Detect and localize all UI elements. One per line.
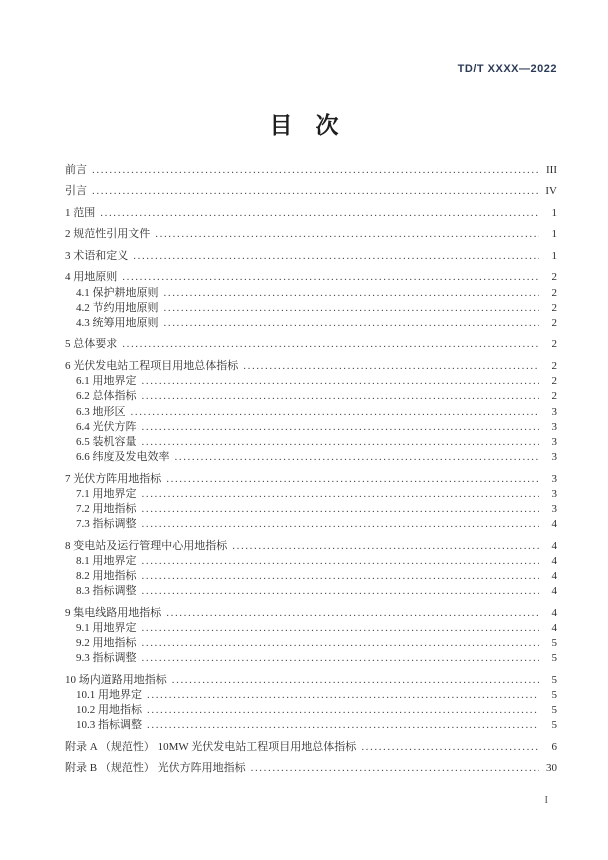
toc-dot-leader	[131, 405, 540, 420]
toc-dot-leader	[133, 249, 539, 264]
toc-dot-leader	[122, 270, 539, 285]
toc-entry-label: 4.1 保护耕地原则	[76, 286, 159, 299]
toc-dot-leader	[164, 316, 540, 331]
toc-entry-label: 9.1 用地界定	[76, 621, 137, 634]
toc-dot-leader	[142, 636, 540, 651]
toc-entry	[65, 740, 557, 755]
toc-entry	[65, 389, 557, 404]
toc-dot-leader	[142, 420, 540, 435]
toc-entry-page: 2	[551, 390, 557, 403]
toc-dot-leader	[361, 740, 539, 755]
toc-entry-page: 4	[551, 585, 557, 598]
toc-entry-page: 3	[551, 420, 557, 433]
toc-dot-leader	[122, 337, 539, 352]
toc-entry-label: 附录 B （规范性） 光伏方阵用地指标	[65, 762, 246, 775]
toc-entry-page: 3	[551, 451, 557, 464]
toc-dot-leader	[142, 651, 540, 666]
toc-entry	[65, 718, 557, 733]
toc-dot-leader	[243, 359, 539, 374]
toc-dot-leader	[142, 374, 540, 389]
toc-entry-label: 8.2 用地指标	[76, 569, 137, 582]
toc-entry	[65, 517, 557, 532]
toc-dot-leader	[92, 184, 539, 199]
toc-entry	[65, 688, 557, 703]
toc-entry-page: 1	[551, 228, 557, 241]
toc-entry-page: 4	[551, 554, 557, 567]
toc-entry	[65, 450, 557, 465]
toc-list	[65, 163, 557, 776]
toc-entry-page: 4	[551, 518, 557, 531]
toc-entry-page: 5	[551, 719, 557, 732]
toc-entry	[65, 435, 557, 450]
toc-entry-page: 3	[551, 487, 557, 500]
toc-entry-label: 8.3 指标调整	[76, 585, 137, 598]
toc-dot-leader	[175, 450, 540, 465]
toc-entry-label: 附录 A （规范性） 10MW 光伏发电站工程项目用地总体指标	[65, 740, 357, 753]
toc-entry-page: 30	[546, 762, 557, 775]
toc-dot-leader	[142, 487, 540, 502]
toc-entry-label: 7 光伏方阵用地指标	[65, 472, 162, 485]
toc-entry-label: 4.2 节约用地原则	[76, 301, 159, 314]
toc-entry-label: 10.1 用地界定	[76, 688, 142, 701]
toc-dot-leader	[142, 584, 540, 599]
toc-entry	[65, 539, 557, 554]
toc-entry-label: 6.2 总体指标	[76, 390, 137, 403]
page-number: I	[544, 795, 548, 806]
toc-entry-page: 3	[551, 472, 557, 485]
toc-dot-leader	[166, 606, 539, 621]
toc-entry-page: 2	[551, 375, 557, 388]
toc-entry-page: 2	[551, 271, 557, 284]
toc-entry	[65, 487, 557, 502]
toc-title: 目 次	[269, 112, 339, 138]
toc-dot-leader	[142, 621, 540, 636]
toc-entry-page: 4	[551, 606, 557, 619]
toc-dot-leader	[142, 435, 540, 450]
toc-dot-leader	[164, 301, 540, 316]
toc-dot-leader	[172, 673, 539, 688]
toc-entry	[65, 554, 557, 569]
toc-entry-page: 4	[551, 569, 557, 582]
toc-dot-leader	[142, 554, 540, 569]
toc-dot-leader	[166, 472, 539, 487]
toc-entry-label: 3 术语和定义	[65, 249, 129, 262]
toc-entry	[65, 227, 557, 242]
toc-entry-label: 6.4 光伏方阵	[76, 420, 137, 433]
toc-entry-page: 5	[551, 688, 557, 701]
toc-entry-label: 4 用地原则	[65, 271, 118, 284]
toc-entry-label: 6 光伏发电站工程项目用地总体指标	[65, 359, 239, 372]
toc-entry-page: 4	[551, 621, 557, 634]
toc-entry	[65, 270, 557, 285]
toc-entry-page: 5	[551, 652, 557, 665]
toc-dot-leader	[147, 718, 539, 733]
toc-entry	[65, 472, 557, 487]
toc-entry	[65, 569, 557, 584]
toc-entry-page: 4	[551, 539, 557, 552]
toc-dot-leader	[147, 688, 539, 703]
toc-entry-label: 引言	[65, 185, 87, 198]
toc-entry-label: 9 集电线路用地指标	[65, 606, 162, 619]
toc-dot-leader	[92, 163, 539, 178]
toc-entry-label: 7.3 指标调整	[76, 518, 137, 531]
toc-entry	[65, 301, 557, 316]
toc-dot-leader	[155, 227, 539, 242]
toc-entry-label: 6.1 用地界定	[76, 375, 137, 388]
toc-entry-page: 5	[551, 704, 557, 717]
toc-entry	[65, 636, 557, 651]
toc-entry-label: 6.5 装机容量	[76, 435, 137, 448]
toc-entry-label: 4.3 统筹用地原则	[76, 316, 159, 329]
toc-entry	[65, 606, 557, 621]
toc-entry-label: 前言	[65, 164, 87, 176]
toc-entry-label: 6.6 纬度及发电效率	[76, 451, 170, 464]
toc-entry-label: 9.3 指标调整	[76, 652, 137, 665]
toc-entry	[65, 584, 557, 599]
toc-entry	[65, 502, 557, 517]
toc-entry-page: III	[546, 164, 557, 176]
toc-dot-leader	[142, 389, 540, 404]
toc-entry	[65, 316, 557, 331]
toc-entry-label: 7.1 用地界定	[76, 487, 137, 500]
toc-dot-leader	[142, 569, 540, 584]
toc-entry-label: 6.3 地形区	[76, 405, 126, 418]
toc-entry-page: 2	[551, 359, 557, 372]
toc-entry-page: 3	[551, 405, 557, 418]
toc-entry	[65, 286, 557, 301]
toc-dot-leader	[232, 539, 539, 554]
toc-entry-label: 7.2 用地指标	[76, 502, 137, 515]
toc-entry-page: 1	[551, 206, 557, 219]
toc-entry	[65, 673, 557, 688]
toc-entry-label: 8 变电站及运行管理中心用地指标	[65, 539, 228, 552]
toc-entry-page: 2	[551, 338, 557, 351]
toc-entry-page: 2	[551, 286, 557, 299]
toc-entry-label: 8.1 用地界定	[76, 554, 137, 567]
toc-entry-page: 6	[551, 740, 557, 753]
toc-entry-page: 5	[551, 637, 557, 650]
toc-dot-leader	[142, 517, 540, 532]
toc-entry	[65, 184, 557, 199]
toc-entry-page: 3	[551, 502, 557, 515]
toc-entry-label: 5 总体要求	[65, 338, 118, 351]
toc-dot-leader	[100, 206, 539, 221]
toc-entry-page: 2	[551, 301, 557, 314]
toc-entry-page: IV	[545, 185, 557, 198]
standard-code: TD/T XXXX—2022	[457, 63, 557, 75]
toc-dot-leader	[142, 502, 540, 517]
toc-entry	[65, 359, 557, 374]
toc-entry	[65, 337, 557, 352]
toc-entry	[65, 374, 557, 389]
toc-entry	[65, 621, 557, 636]
toc-entry-label: 9.2 用地指标	[76, 637, 137, 650]
toc-entry-page: 3	[551, 435, 557, 448]
toc-entry-label: 1 范围	[65, 206, 96, 219]
toc-dot-leader	[251, 761, 539, 776]
toc-entry	[65, 163, 557, 178]
toc-dot-leader	[164, 286, 540, 301]
toc-entry	[65, 703, 557, 718]
toc-entry-page: 1	[551, 249, 557, 262]
toc-entry	[65, 761, 557, 776]
toc-dot-leader	[147, 703, 539, 718]
toc-entry-label: 2 规范性引用文件	[65, 228, 151, 241]
toc-entry-label: 10.2 用地指标	[76, 704, 142, 717]
toc-entry	[65, 249, 557, 264]
toc-entry-label: 10 场内道路用地指标	[65, 673, 167, 686]
toc-entry	[65, 206, 557, 221]
toc-entry	[65, 405, 557, 420]
toc-entry-page: 5	[551, 673, 557, 686]
toc-entry	[65, 651, 557, 666]
toc-entry-label: 10.3 指标调整	[76, 719, 142, 732]
toc-entry	[65, 420, 557, 435]
toc-entry-page: 2	[551, 316, 557, 329]
